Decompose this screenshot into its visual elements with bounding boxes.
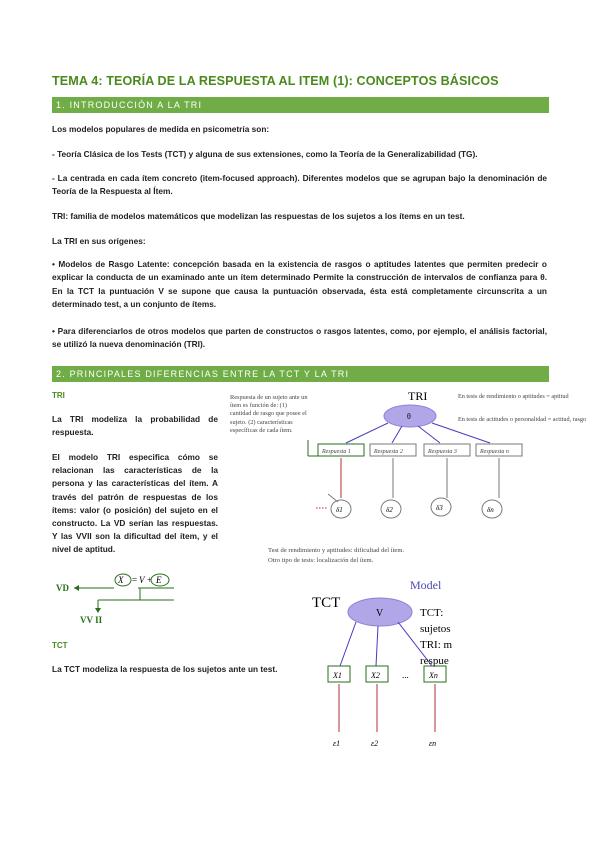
tct-error-1: ε1 <box>333 739 341 748</box>
intro-paragraph-1: Los modelos populares de medida en psicometría son: <box>52 124 270 134</box>
vd-vi-formula <box>52 566 222 626</box>
tri-diagram <box>228 388 587 570</box>
tct-item-label-2: X2 <box>371 671 380 680</box>
tct-side-1: TCT: <box>420 607 444 619</box>
tri-subheading: TRI <box>52 391 65 400</box>
tri-note-right-2: En tests de actitudes o personalidad = actitud, rasgo <box>458 416 587 423</box>
tct-side-2: sujetos <box>420 623 451 635</box>
tri-caption-1: Test de rendimiento y aptitudes: dificultad del ítem. <box>268 547 405 554</box>
tct-diagram-label: TCT <box>312 595 341 611</box>
tct-error-2: ε2 <box>371 739 379 748</box>
tri-param-label-4: δn <box>487 506 494 514</box>
tri-item-label-3: Respuesta 3 <box>428 449 457 455</box>
tct-side-4: respue <box>420 655 449 667</box>
tri-diagram-label: TRI <box>408 389 428 403</box>
section-heading-intro: 1. INTRODUCCIÓN A LA TRI <box>52 97 549 113</box>
intro-paragraph-4: TRI: familia de modelos matemáticos que modelizan las respuestas de los sujetos a los ítems en un test. <box>52 211 465 221</box>
tri-caption-2: Otro tipo de tests: localización del ítem. <box>268 557 374 564</box>
intro-paragraph-7: • Para diferenciarlos de otros modelos que parten de constructos o rasgos latentes, como, por ejemplo, el análisis factorial, se utilizó la nueva denominación (TRI). <box>52 326 547 350</box>
tri-paragraph-2: El modelo TRI especifica cómo se relacionan las características de la persona y las características del ítem. A través del patrón de respuestas de los ítems: valor (o posición) del sujeto en el constructo. La VD serían las respuestas. Y las VVII son la dificultad del ítem, y el nivel de aptitud. <box>52 452 218 555</box>
tct-subheading: TCT <box>52 641 68 650</box>
tct-header-fragment: Model <box>410 578 442 592</box>
tri-param-label-1: δ1 <box>336 506 343 514</box>
formula-v: V <box>139 575 145 585</box>
tct-error-3: εn <box>429 739 437 748</box>
formula-plus: + <box>147 575 153 585</box>
tri-param-label-3: δ3 <box>436 504 443 512</box>
tri-item-label-1: Respuesta 1 <box>322 449 351 455</box>
intro-paragraph-2: - Teoría Clásica de los Tests (TCT) y alguna de sus extensiones, como la Teoría de la Generalizabilidad (TG). <box>52 149 478 159</box>
tri-note-right-1: En tests de rendimiento o aptitudes = aptitud <box>458 393 569 400</box>
document-title: TEMA 4: TEORÍA DE LA RESPUESTA AL ITEM (1): CONCEPTOS BÁSICOS <box>52 74 499 88</box>
tct-dots: ... <box>402 670 409 680</box>
tri-theta-label: θ <box>407 412 411 421</box>
tct-side-3: TRI: m <box>420 639 453 651</box>
tri-paragraph-1: La TRI modeliza la probabilidad de respuesta. <box>52 414 218 438</box>
formula-e: E <box>156 575 162 585</box>
formula-x: X <box>118 575 124 585</box>
formula-vd: VD <box>56 583 69 593</box>
formula-vvii: VV II <box>80 615 103 625</box>
intro-paragraph-3: - La centrada en cada ítem concreto (item-focused approach). Diferentes modelos que se agrupan bajo la denominación de Teoría de la Respuesta al Ítem. <box>52 173 547 197</box>
tct-diagram <box>300 580 460 755</box>
tct-v-label: V <box>376 608 384 619</box>
intro-paragraph-5: La TRI en sus orígenes: <box>52 236 146 246</box>
tct-paragraph-1: La TCT modeliza la respuesta de los sujetos ante un test. <box>52 664 278 674</box>
tri-item-label-2: Respuesta 2 <box>374 449 403 455</box>
tri-note-left: Respuesta de un sujeto ante un ítem es función de: (1) cantidad de rasgo que posee el sujeto. (2) características específicas de cada ítem. <box>230 394 308 434</box>
tct-item-label-1: X1 <box>333 671 342 680</box>
intro-paragraph-6: • Modelos de Rasgo Latente: concepción basada en la existencia de rasgos o aptitudes latentes que permiten predecir o explicar la conducta de un examinado ante un ítem determinado Permite la construcción de intervalos de confianza para θ. En la TCT la puntuación V se supone que causa la puntuación observada, ésta está completamente circunscrita a un determinado test, a un conjunto de ítems. <box>52 259 547 310</box>
tct-item-label-3: Xn <box>429 671 438 680</box>
tri-item-label-4: Respuesta n <box>480 449 509 455</box>
tri-param-label-2: δ2 <box>386 506 393 514</box>
section-heading-differences: 2. PRINCIPALES DIFERENCIAS ENTRE LA TCT Y LA TRI <box>52 366 549 382</box>
formula-equals: = <box>132 575 138 585</box>
